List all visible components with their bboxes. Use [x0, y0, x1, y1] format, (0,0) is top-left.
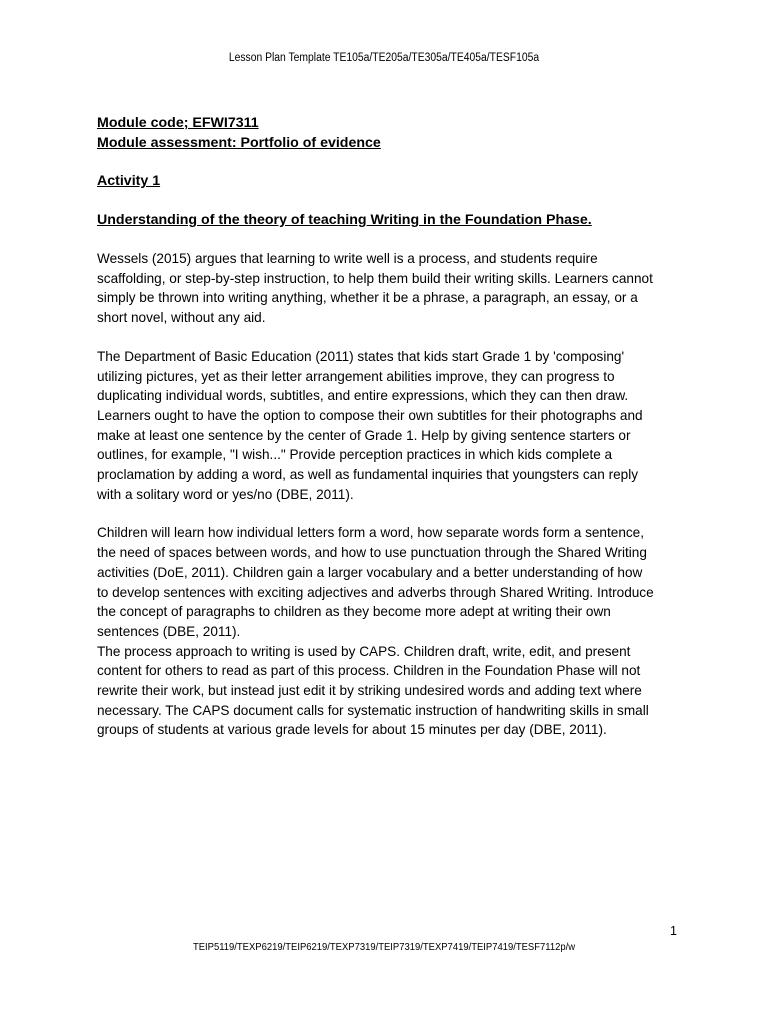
- module-code: Module code; EFWI7311: [97, 115, 259, 131]
- activity-heading: Activity 1: [97, 173, 161, 189]
- module-assessment: Module assessment: Portfolio of evidence: [97, 135, 381, 151]
- paragraph-3: Children will learn how individual letters form a word, how separate words form a sentence, the need of spaces between words, and how to use punctuation through the Shared Writing activities (DoE, 2011). Children gain a larger vocabulary and a better understanding of how to develop sentences with exciting adjectives and adverbs through Shared Writing. Introduce the concept of paragraphs to children as they become more adept at writing their own sentences (DBE, 2011).: [97, 525, 654, 639]
- paragraph-1: Wessels (2015) argues that learning to write well is a process, and students require scaffolding, or step-by-step instruction, to help them build their writing skills. Learners cannot simply be thrown into writing anything, whether it be a phrase, a paragraph, an essay, or a short novel, without any aid.: [97, 251, 653, 326]
- page-header: Lesson Plan Template TE105a/TE205a/TE305a/TE405a/TESF105a: [228, 52, 540, 64]
- document-body: [97, 113, 657, 740]
- section-heading: Understanding of the theory of teaching Writing in the Foundation Phase.: [97, 212, 592, 228]
- page-footer: TEIP5119/TEXP6219/TEIP6219/TEXP7319/TEIP7319/TEXP7419/TEIP7419/TESF7112p/w: [192, 941, 576, 953]
- page-number: 1: [670, 924, 677, 938]
- paragraph-4: The process approach to writing is used by CAPS. Children draft, write, edit, and present content for others to read as part of this process. Children in the Foundation Phase will not rewrite their work, but instead just edit it by striking undesired words and adding text where necessary. The CAPS document calls for systematic instruction of handwriting skills in small groups of students at various grade levels for about 15 minutes per day (DBE, 2011).: [97, 643, 649, 738]
- paragraph-2: The Department of Basic Education (2011) states that kids start Grade 1 by 'composing' utilizing pictures, yet as their letter arrangement abilities improve, they can progress to duplicating individual words, subtitles, and entire expressions, which they can then draw. Learners ought to have the option to compose their own subtitles for their photographs and make at least one sentence by the center of Grade 1. Help by giving sentence starters or outlines, for example, "I wish..." Provide perception practices in which kids complete a proclamation by adding a word, as well as fundamental inquiries that youngsters can reply with a solitary word or yes/no (DBE, 2011).: [97, 348, 643, 502]
